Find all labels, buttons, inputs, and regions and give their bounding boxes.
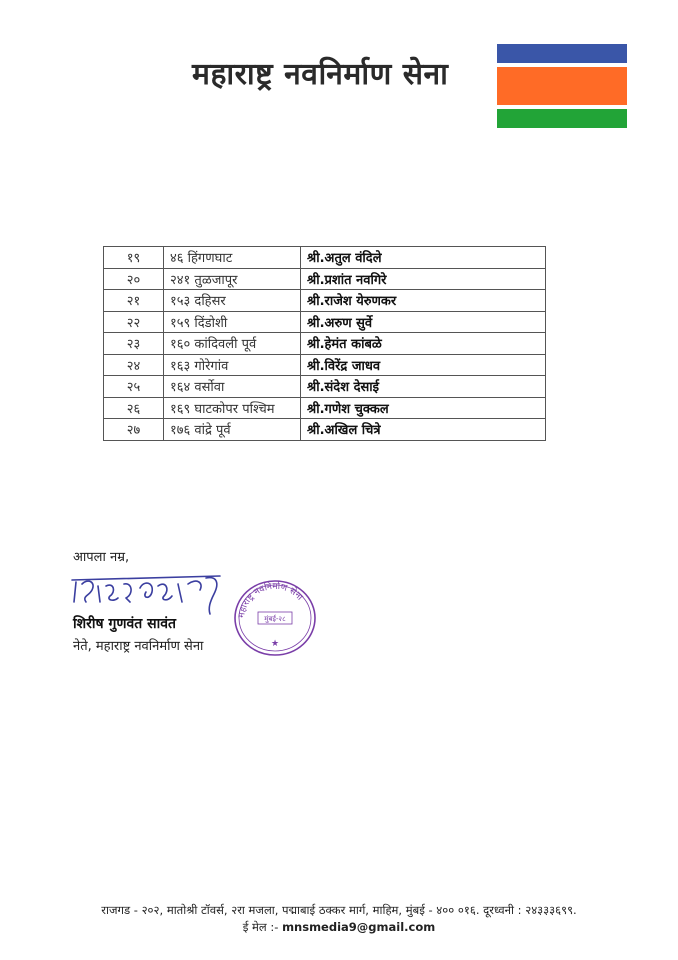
table-row bbox=[104, 247, 546, 269]
row-candidate: श्री.प्रशांत नवगिरे bbox=[301, 268, 546, 290]
table-row bbox=[104, 419, 546, 441]
table-row bbox=[104, 376, 546, 398]
candidate-table bbox=[103, 246, 546, 441]
table-row bbox=[104, 268, 546, 290]
row-candidate: श्री.अरुण सुर्वे bbox=[301, 311, 546, 333]
svg-text:मुंबई-२८: मुंबई-२८ bbox=[264, 615, 286, 623]
official-stamp-seal bbox=[232, 578, 318, 658]
row-constituency: १६४ वर्सोवा bbox=[164, 376, 301, 398]
handwritten-signature bbox=[70, 572, 230, 616]
signer-designation: नेते, महाराष्ट्र नवनिर्माण सेना bbox=[73, 639, 204, 654]
row-constituency: २४१ तुळजापूर bbox=[164, 268, 301, 290]
row-constituency: १६० कांदिवली पूर्व bbox=[164, 333, 301, 355]
table-row bbox=[104, 354, 546, 376]
row-serial: २५ bbox=[104, 376, 164, 398]
footer-address: राजगड - २०२, मातोश्री टॉवर्स, २रा मजला, पद्माबाई ठक्कर मार्ग, माहिम, मुंबई - ४०० ०१६. दूरध्वनी : २४३३३६९९. bbox=[101, 903, 577, 917]
row-candidate: श्री.अखिल चित्रे bbox=[301, 419, 546, 441]
row-candidate: श्री.गणेश चुक्कल bbox=[301, 397, 546, 419]
footer-email-label: ई मेल :- bbox=[242, 920, 279, 934]
table-row bbox=[104, 397, 546, 419]
row-serial: २३ bbox=[104, 333, 164, 355]
row-candidate: श्री.राजेश येरुणकर bbox=[301, 290, 546, 312]
row-candidate: श्री.हेमंत कांबळे bbox=[301, 333, 546, 355]
candidate-table-body bbox=[104, 247, 546, 441]
row-serial: २४ bbox=[104, 354, 164, 376]
table-row bbox=[104, 333, 546, 355]
flag-stripe-green bbox=[497, 109, 627, 128]
row-candidate: श्री.अतुल वंदिले bbox=[301, 247, 546, 269]
table-row bbox=[104, 290, 546, 312]
row-serial: २१ bbox=[104, 290, 164, 312]
closing-salutation: आपला नम्र, bbox=[73, 550, 130, 565]
row-constituency: १५३ दहिसर bbox=[164, 290, 301, 312]
row-constituency: १६३ गोरेगांव bbox=[164, 354, 301, 376]
party-flag-logo bbox=[497, 44, 627, 128]
row-constituency: १६९ घाटकोपर पश्चिम bbox=[164, 397, 301, 419]
flag-stripe-orange bbox=[497, 67, 627, 105]
row-candidate: श्री.संदेश देसाई bbox=[301, 376, 546, 398]
svg-text:महाराष्ट्र नवनिर्माण सेना: महाराष्ट्र नवनिर्माण सेना bbox=[237, 581, 305, 619]
svg-text:★: ★ bbox=[270, 639, 280, 649]
row-constituency: १७६ वांद्रे पूर्व bbox=[164, 419, 301, 441]
signer-name: शिरीष गुणवंत सावंत bbox=[73, 616, 176, 632]
flag-stripe-blue bbox=[497, 44, 627, 63]
row-serial: २७ bbox=[104, 419, 164, 441]
row-serial: १९ bbox=[104, 247, 164, 269]
row-serial: २२ bbox=[104, 311, 164, 333]
row-serial: २६ bbox=[104, 397, 164, 419]
footer-email-line bbox=[0, 920, 678, 935]
footer-email: mnsmedia9@gmail.com bbox=[282, 920, 436, 934]
table-row bbox=[104, 311, 546, 333]
row-serial: २० bbox=[104, 268, 164, 290]
letterhead-title: महाराष्ट्र नवनिर्माण सेना bbox=[192, 57, 449, 92]
row-candidate: श्री.विरेंद्र जाधव bbox=[301, 354, 546, 376]
row-constituency: १५९ दिंडोशी bbox=[164, 311, 301, 333]
row-constituency: ४६ हिंगणघाट bbox=[164, 247, 301, 269]
